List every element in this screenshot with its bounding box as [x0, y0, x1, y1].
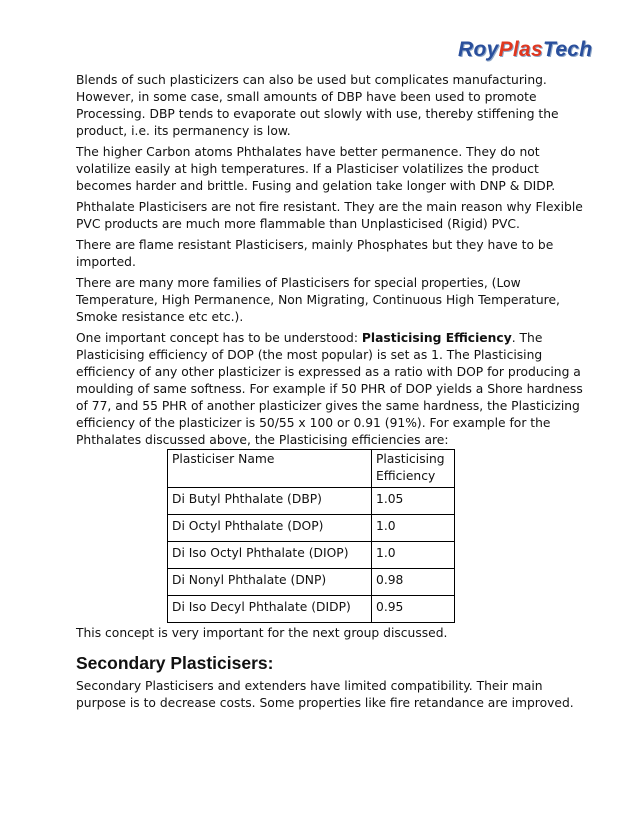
- paragraph-families: There are many more families of Plasticisers for special properties, (Low Temperature, High Permanence, Non Migrating, Continuous High Temperature, Smoke resistance etc etc.).: [76, 276, 560, 324]
- table-row: [168, 596, 455, 623]
- efficiency-prefix: One important concept has to be understood:: [76, 331, 362, 345]
- logo-text-plas: Plas: [498, 38, 543, 61]
- table-cell-efficiency: 1.0: [372, 542, 455, 569]
- paragraph-fire-resistance: Phthalate Plasticisers are not fire resistant. They are the main reason why Flexible PVC products are much more flammable than Unplasticised (Rigid) PVC.: [76, 200, 583, 231]
- table-cell-name: Di Octyl Phthalate (DOP): [168, 515, 372, 542]
- paragraph-secondary: Secondary Plasticisers and extenders have limited compatibility. Their main purpose is to decrease costs. Some properties like fire retandance are improved.: [76, 679, 574, 710]
- paragraph-concept-note: This concept is very important for the next group discussed.: [76, 626, 448, 640]
- efficiency-term: Plasticising Efficiency: [361, 331, 512, 345]
- logo-text-roy: Roy: [458, 38, 499, 61]
- section-heading: Secondary Plasticisers:: [76, 653, 274, 673]
- paragraph-blends: Blends of such plasticizers can also be used but complicates manufacturing. However, in some case, small amounts of DBP have been used to promote Processing. DBP tends to evaporate out slowly with use, thereby stiffening the product, i.e. its permanency is low.: [76, 73, 559, 138]
- table-cell-efficiency: 1.05: [372, 488, 455, 515]
- table-header-row: [168, 450, 455, 488]
- table-cell-efficiency: 1.0: [372, 515, 455, 542]
- table-row: [168, 515, 455, 542]
- table-header-name: Plasticiser Name: [168, 450, 372, 488]
- table-row: [168, 569, 455, 596]
- company-logo: [458, 38, 592, 62]
- paragraph-carbon-atoms: The higher Carbon atoms Phthalates have better permanence. They do not volatilize easily at high temperatures. If a Plasticiser volatilizes the product becomes harder and brittle. Fusing and gelation take longer with DNP & DIDP.: [76, 145, 556, 193]
- table-cell-name: Di Butyl Phthalate (DBP): [168, 488, 372, 515]
- document-body: [76, 72, 596, 716]
- efficiency-table: [167, 449, 455, 623]
- table-row: [168, 542, 455, 569]
- table-cell-efficiency: 0.95: [372, 596, 455, 623]
- table-header-efficiency: Plasticising Efficiency: [372, 450, 455, 488]
- table-row: [168, 488, 455, 515]
- table-cell-name: Di Iso Decyl Phthalate (DIDP): [168, 596, 372, 623]
- table-cell-name: Di Iso Octyl Phthalate (DIOP): [168, 542, 372, 569]
- logo-text-tech: Tech: [542, 38, 593, 61]
- paragraph-flame-resistant: There are flame resistant Plasticisers, mainly Phosphates but they have to be imported.: [76, 238, 554, 269]
- table-cell-name: Di Nonyl Phthalate (DNP): [168, 569, 372, 596]
- table-cell-efficiency: 0.98: [372, 569, 455, 596]
- paragraph-efficiency: [76, 330, 596, 449]
- efficiency-rest: . The Plasticising efficiency of DOP (the most popular) is set as 1. The Plasticising efficiency of any other plasticizer is expressed as a ratio with DOP for producing a moulding of same softness. For example if 50 PHR of DOP yields a Shore hardness of 77, and 55 PHR of another plasticizer gives the same hardness, the Plasticizing efficiency of the plasticizer is 50/55 x 100 or 0.91 (91%). For example for the Phthalates discussed above, the Plasticising efficiencies are:: [76, 331, 583, 447]
